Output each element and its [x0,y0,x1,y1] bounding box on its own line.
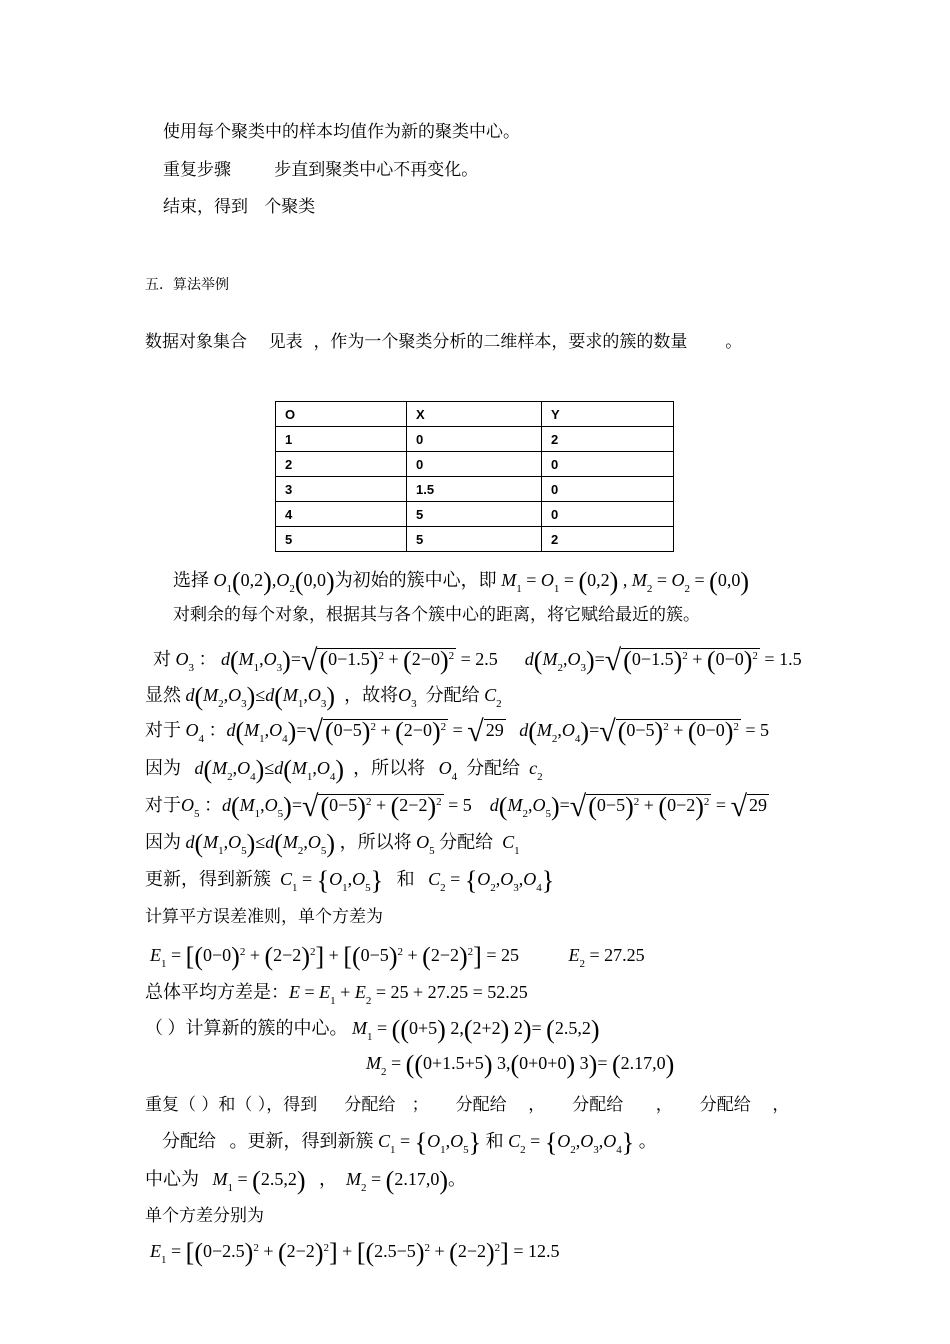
table-header-cell: O [276,402,407,427]
distance-o3-line: 对 $O_3$ ： $d(M_1,O_3)=√(0-1.5)^2 + (2-0)^2 = 2.5$ $d(M_2,O_3)=√(0-1.5)^2 + (0-0)^2 = 1.5$ [153,644,802,677]
table-cell: 0 [407,427,542,452]
section-heading: 五．算法举例 [145,277,229,293]
variance-e1-line: $E_1 = [(0-0)^2 + (2-2)^2] + [(0-5)^2 + (2-2)^2] = 25$ $E_2 = 27.25$ [150,942,645,971]
table-cell: 2 [542,427,674,452]
assign-rule-text: 对剩余的每个对象，根据其与各个簇中心的距离，将它赋给最近的簇。 [173,605,700,625]
new-center-m1-line: （ ）计算新的簇的中心。 $M_1 = ((0+5)$ 2,(2+2) 2)= (2.5,2) [145,1015,600,1044]
step-end-text: 结束，得到 个聚类 [163,197,316,217]
repeat-assign-line: 重复（ ）和（ ），得到 分配给 ； 分配给 ， 分配给 ， 分配给 ， [145,1095,790,1115]
table-row [276,452,674,477]
table-cell: 2 [542,527,674,552]
total-variance-line: 总体平均方差是：$E = E_1 + E_2 = 25 + 27.25 = 52.25$ [145,982,528,1007]
table-cell: 0 [542,477,674,502]
table-cell: 5 [407,502,542,527]
step-mean-text: 使用每个聚类中的样本均值作为新的聚类中心。 [163,122,520,142]
table-cell: 3 [276,477,407,502]
table-header-cell: X [407,402,542,427]
table-cell: 1 [276,427,407,452]
table-cell: 1.5 [407,477,542,502]
update-clusters-line: 更新，得到新簇 $C_1 = \{O_1,O_5\}$ 和 $C_2 = \{O_2,O_3,O_4\}$ [145,866,555,895]
table-cell: 0 [542,502,674,527]
table-cell: 5 [407,527,542,552]
repeat-update-line: 分配给 。更新，得到新簇 $C_1 = \{O_1,O_5\}$ 和 $C_2 = \{O_2,O_3,O_4\}$ 。 [162,1128,657,1157]
distance-o4-line: 对于 $O_4$ ：$d(M_1,O_4)=√(0-5)^2 + (2-0)^2$ = √ 29 $d(M_2,O_4)=√(0-5)^2 + (0-0)^2 = 5$ [145,715,770,748]
step-repeat-text: 重复步骤 步直到聚类中心不再变化。 [163,160,479,180]
table-row [276,527,674,552]
table-cell: 0 [407,452,542,477]
centers-line: 中心为 $M_1 = (2.5,2)$ ， $M_2 = (2.17,0)$。 [145,1166,466,1195]
variance-e1-second-line: $E_1 = [(0-2.5)^2 + (2-2)^2] + [(2.5-5)^2 + (2-2)^2] = 12.5$ [150,1238,560,1267]
compare-o4-line: 因为 $d(M_2,O_4)\le d(M_1,O_4)$ ，所以将 $O_4$ 分配给 $c_2$ [145,755,543,784]
table-header-row [276,402,674,427]
single-variance-title: 单个方差分别为 [145,1206,264,1226]
sse-title: 计算平方误差准则，单个方差为 [145,907,383,927]
dataset-sentence: 数据对象集合 见表 ，作为一个聚类分析的二维样本，要求的簇的数量 。 [145,332,743,352]
table-cell: 2 [276,452,407,477]
table-cell: 0 [542,452,674,477]
table-cell: 4 [276,502,407,527]
table-row [276,427,674,452]
table-cell: 5 [276,527,407,552]
distance-o5-line: 对于$O_5$ ：$d(M_1,O_5)=√(0-5)^2 + (2-2)^2 = 5$ $d(M_2,O_5)=√(0-5)^2 + (0-2)^2$ = √ 29 [145,790,768,823]
compare-o3-line: 显然 $d(M_2,O_3)\le d(M_1,O_3)$ ，故将$O_3$ 分配给 $C_2$ [145,682,502,711]
initial-centers-line: 选择 $O_1(0,2),O_2(0,0)$为初始的簇中心，即 $M_1 = O_1 = (0,2)$ , $M_2 = O_2 = (0,0)$ [173,567,749,596]
compare-o5-line: 因为 $d(M_1,O_5)\le d(M_2,O_5)$ ，所以将 $O_5$ 分配给 $C_1$ [145,829,520,858]
table-header-cell: Y [542,402,674,427]
data-table [275,401,674,552]
table-row [276,502,674,527]
new-center-m2-line: $M_2 = ((0+1.5+5)$ 3,(0+0+0) 3)= (2.17,0) [366,1050,675,1079]
table-row [276,477,674,502]
